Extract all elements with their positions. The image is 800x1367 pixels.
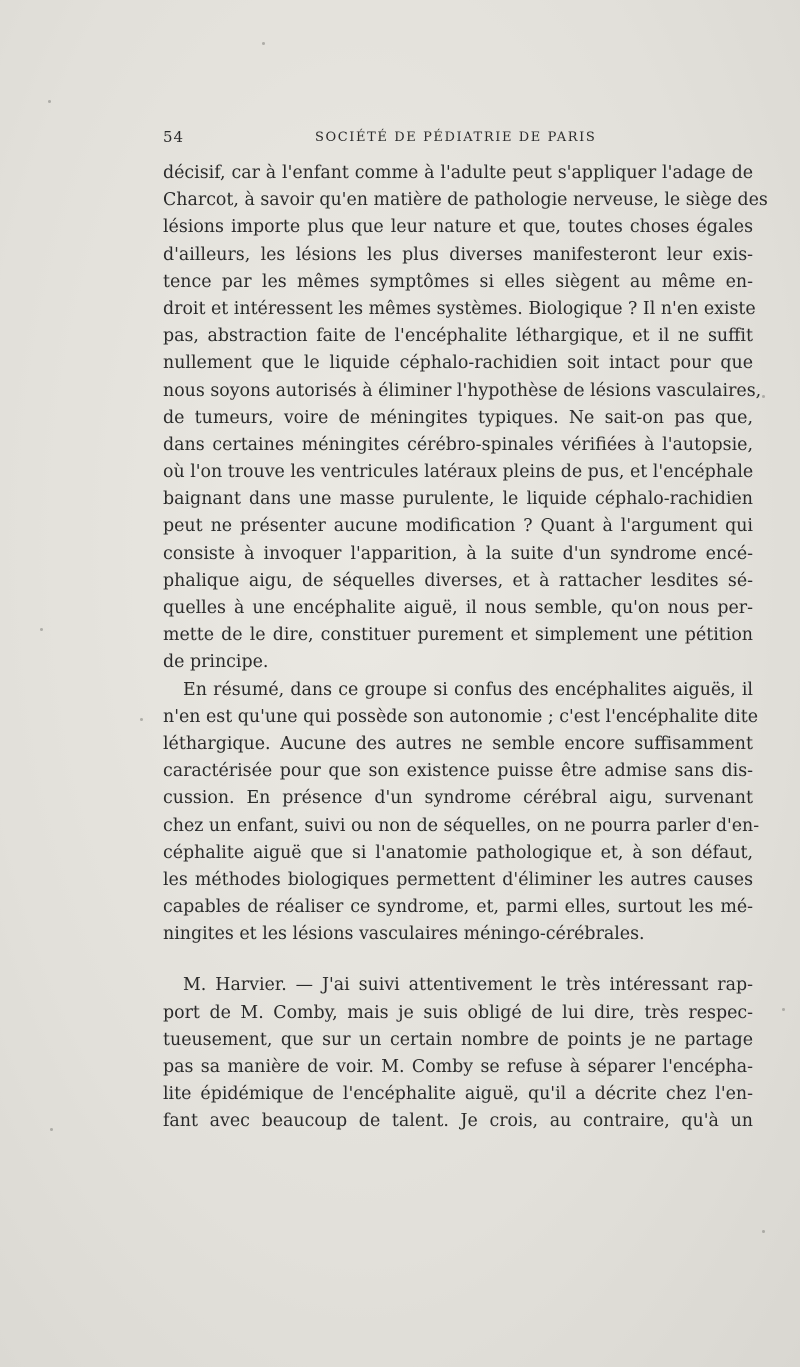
text-line: cussion. En présence d'un syndrome cérébral aigu, survenant — [163, 788, 753, 809]
text-line: fant avec beaucoup de talent. Je crois, au contraire, qu'à un — [163, 1111, 753, 1132]
text-line: où l'on trouve les ventricules latéraux pleins de pus, et l'encéphale — [163, 462, 754, 483]
paper-speck — [48, 100, 51, 103]
text-line: léthargique. Aucune des autres ne semble encore suffisamment — [163, 733, 753, 754]
paper-speck — [262, 42, 265, 45]
text-line: pas, abstraction faite de l'encéphalite léthargique, et il ne suffit — [163, 326, 753, 347]
body-text — [163, 160, 768, 1136]
text-line: Charcot, à savoir qu'en matière de pathologie nerveuse, le siège des — [163, 190, 768, 211]
paper-speck — [762, 1230, 765, 1233]
text-line: mette de le dire, constituer purement et simplement une pétition — [163, 625, 753, 646]
text-line: M. Harvier. — J'ai suivi attentivement le très intéressant rap- — [183, 975, 753, 996]
paper-speck — [50, 1128, 53, 1131]
text-line: pas sa manière de voir. M. Comby se refuse à séparer l'encépha- — [163, 1057, 753, 1077]
text-line: de principe. — [163, 652, 269, 673]
text-line: consiste à invoquer l'apparition, à la suite d'un syndrome encé- — [163, 543, 753, 564]
text-line: quelles à une encéphalite aiguë, il nous semble, qu'on nous per- — [163, 598, 753, 618]
running-head: SOCIÉTÉ DE PÉDIATRIE DE PARIS — [315, 130, 597, 145]
text-line: d'ailleurs, les lésions les plus diverses manifesteront leur exis- — [163, 244, 753, 265]
text-line: caractérisée pour que son existence puisse être admise sans dis- — [163, 761, 753, 782]
text-line: lésions importe plus que leur nature et que, toutes choses égales — [163, 217, 753, 238]
text-line: décisif, car à l'enfant comme à l'adulte peut s'appliquer l'adage de — [163, 163, 753, 183]
text-line: n'en est qu'une qui possède son autonomie ; c'est l'encéphalite dite — [163, 706, 758, 727]
text-line: tence par les mêmes symptômes si elles siègent au même en- — [163, 271, 753, 292]
paper-speck — [40, 628, 43, 631]
paragraph-3 — [163, 972, 753, 1135]
text-line: En résumé, dans ce groupe si confus des encéphalites aiguës, il — [183, 679, 753, 700]
text-line: de tumeurs, voire de méningites typiques. Ne sait-on pas que, — [163, 407, 753, 428]
text-line: capables de réaliser ce syndrome, et, parmi elles, surtout les mé- — [163, 897, 753, 918]
text-line: les méthodes biologiques permettent d'éliminer les autres causes — [163, 869, 753, 890]
paper-speck — [140, 718, 143, 721]
text-line: nous soyons autorisés à éliminer l'hypothèse de lésions vasculaires, — [163, 380, 762, 401]
text-line: peut ne présenter aucune modification ? Quant à l'argument qui — [163, 516, 753, 537]
paper-speck — [782, 1008, 785, 1011]
paragraph-2 — [163, 677, 760, 949]
text-line: chez un enfant, suivi ou non de séquelles, on ne pourra parler d'en- — [163, 815, 760, 836]
paragraph-1 — [163, 160, 768, 677]
text-line: dans certaines méningites cérébro-spinales vérifiées à l'autopsie, — [163, 434, 753, 455]
text-line: nullement que le liquide céphalo-rachidien soit intact pour que — [163, 353, 753, 374]
page-number: 54 — [163, 128, 185, 146]
text-line: lite épidémique de l'encéphalite aiguë, qu'il a décrite chez l'en- — [163, 1084, 753, 1105]
text-line: phalique aigu, de séquelles diverses, et à rattacher lesdites sé- — [163, 570, 753, 591]
text-line: baignant dans une masse purulente, le liquide céphalo-rachidien — [163, 489, 753, 510]
page-header — [163, 128, 753, 150]
text-line: port de M. Comby, mais je suis obligé de lui dire, très respec- — [163, 1002, 753, 1023]
text-line: droit et intéressent les mêmes systèmes. Biologique ? Il n'en existe — [163, 298, 756, 319]
text-line: tueusement, que sur un certain nombre de points je ne partage — [163, 1029, 753, 1050]
text-line: céphalite aiguë que si l'anatomie pathologique et, à son défaut, — [163, 842, 753, 863]
text-line: ningites et les lésions vasculaires méningo-cérébrales. — [163, 924, 645, 945]
paper-speck — [762, 395, 765, 398]
